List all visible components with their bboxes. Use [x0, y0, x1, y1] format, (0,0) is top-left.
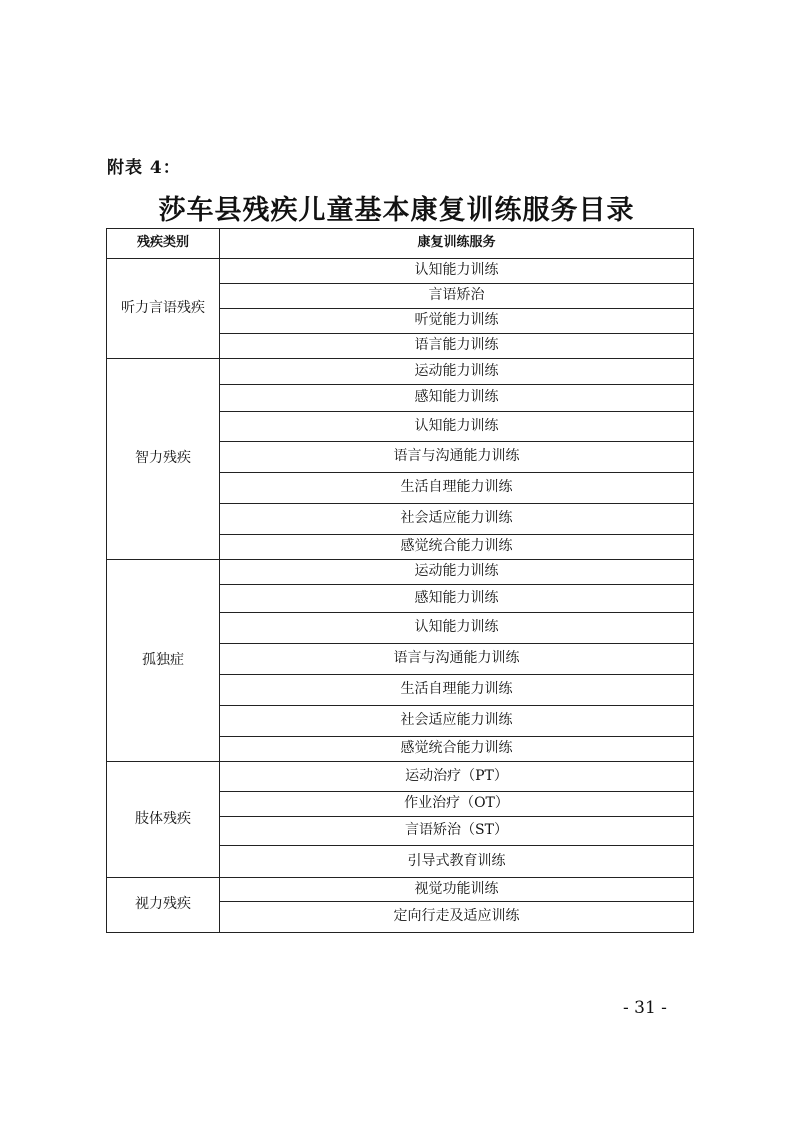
service-cell: 运动能力训练 — [220, 560, 694, 585]
service-cell: 社会适应能力训练 — [220, 504, 694, 535]
service-cell: 言语矫治 — [220, 284, 694, 309]
category-cell: 肢体残疾 — [107, 762, 220, 878]
table-row — [107, 259, 694, 284]
service-catalog-table — [106, 228, 694, 933]
table-row — [107, 762, 694, 792]
service-cell: 认知能力训练 — [220, 613, 694, 644]
service-cell: 运动能力训练 — [220, 359, 694, 385]
service-cell: 社会适应能力训练 — [220, 706, 694, 737]
category-cell: 孤独症 — [107, 560, 220, 762]
service-cell: 运动治疗（PT） — [220, 762, 694, 792]
service-cell: 听觉能力训练 — [220, 309, 694, 334]
category-cell: 听力言语残疾 — [107, 259, 220, 359]
service-cell: 语言与沟通能力训练 — [220, 644, 694, 675]
service-cell: 作业治疗（OT） — [220, 792, 694, 817]
header-service: 康复训练服务 — [220, 229, 694, 259]
table-row — [107, 359, 694, 385]
service-cell: 语言能力训练 — [220, 334, 694, 359]
service-cell: 语言与沟通能力训练 — [220, 442, 694, 473]
service-cell: 言语矫治（ST） — [220, 817, 694, 846]
service-cell: 引导式教育训练 — [220, 846, 694, 878]
service-cell: 生活自理能力训练 — [220, 473, 694, 504]
service-cell: 视觉功能训练 — [220, 878, 694, 902]
header-category: 残疾类别 — [107, 229, 220, 259]
service-cell: 感知能力训练 — [220, 585, 694, 613]
service-cell: 生活自理能力训练 — [220, 675, 694, 706]
appendix-label: 附表 4： — [107, 158, 181, 178]
service-cell: 感觉统合能力训练 — [220, 535, 694, 560]
service-cell: 感知能力训练 — [220, 385, 694, 412]
page-number: - 31 - — [623, 998, 667, 1018]
service-cell: 感觉统合能力训练 — [220, 737, 694, 762]
table-header-row — [107, 229, 694, 259]
category-cell: 视力残疾 — [107, 878, 220, 933]
service-cell: 认知能力训练 — [220, 412, 694, 442]
table-row — [107, 560, 694, 585]
service-cell: 认知能力训练 — [220, 259, 694, 284]
service-cell: 定向行走及适应训练 — [220, 902, 694, 933]
category-cell: 智力残疾 — [107, 359, 220, 560]
document-title: 莎车县残疾儿童基本康复训练服务目录 — [158, 195, 635, 226]
table-row — [107, 878, 694, 902]
